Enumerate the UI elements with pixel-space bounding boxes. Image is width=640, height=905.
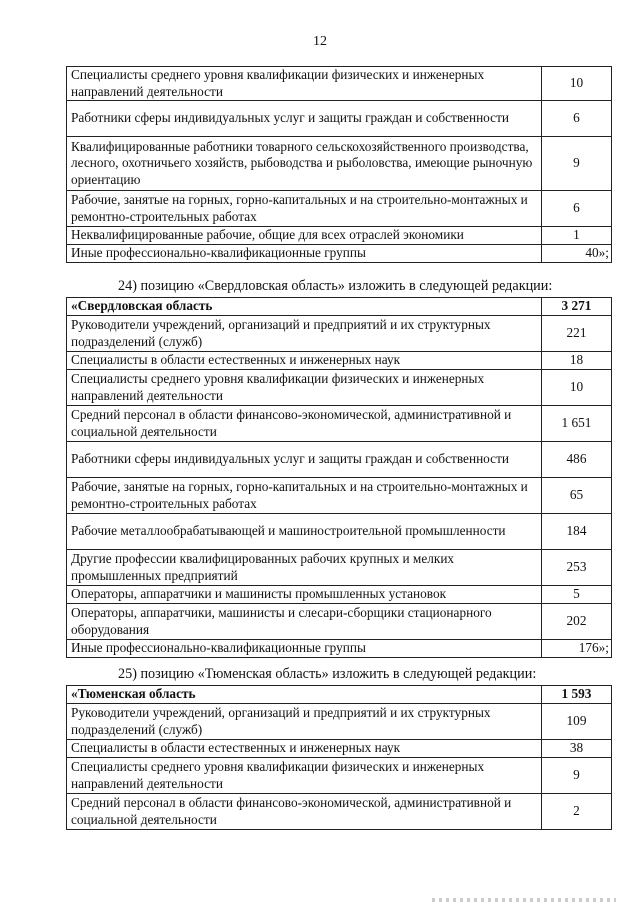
paragraph-25: 25) позицию «Тюменская область» изложить в следующей редакции: <box>118 666 537 682</box>
scan-artifact <box>432 898 616 902</box>
table-header-row <box>67 686 612 704</box>
row-value: 18 <box>542 352 612 370</box>
row-value: 253 <box>542 550 612 586</box>
page-number: 12 <box>313 34 327 49</box>
row-label: Специалисты среднего уровня квалификации физических и инженерных направлений деятельности <box>67 67 542 101</box>
table-row <box>67 137 612 191</box>
row-value: 38 <box>542 740 612 758</box>
table-row <box>67 442 612 478</box>
row-label: Средний персонал в области финансово-экономической, административной и социальной деятельности <box>67 794 542 830</box>
row-value: 109 <box>542 704 612 740</box>
table-body <box>67 686 612 830</box>
table-body <box>67 67 612 263</box>
paragraph-24: 24) позицию «Свердловская область» изложить в следующей редакции: <box>118 278 553 294</box>
row-value: 6 <box>542 101 612 137</box>
row-value: 184 <box>542 514 612 550</box>
row-value: 486 <box>542 442 612 478</box>
table-row <box>67 352 612 370</box>
row-value: 65 <box>542 478 612 514</box>
table-body <box>67 298 612 658</box>
row-label: Работники сферы индивидуальных услуг и защиты граждан и собственности <box>67 101 542 137</box>
table-row <box>67 640 612 658</box>
table-row <box>67 227 612 245</box>
row-label: Иные профессионально-квалификационные группы <box>67 640 542 658</box>
region-name: «Свердловская область <box>67 298 542 316</box>
table-row <box>67 514 612 550</box>
row-label: Средний персонал в области финансово-экономической, административной и социальной деятельности <box>67 406 542 442</box>
table-row <box>67 370 612 406</box>
table-row <box>67 586 612 604</box>
region-name: «Тюменская область <box>67 686 542 704</box>
table-row <box>67 191 612 227</box>
region-total: 3 271 <box>542 298 612 316</box>
row-label: Операторы, аппаратчики, машинисты и слесари-сборщики стационарного оборудования <box>67 604 542 640</box>
table-row <box>67 794 612 830</box>
row-label: Операторы, аппаратчики и машинисты промышленных установок <box>67 586 542 604</box>
row-value: 9 <box>542 758 612 794</box>
row-label: Специалисты в области естественных и инженерных наук <box>67 352 542 370</box>
row-value: 1 <box>542 227 612 245</box>
row-value: 176»; <box>542 640 612 658</box>
row-label: Руководители учреждений, организаций и предприятий и их структурных подразделений (служб) <box>67 316 542 352</box>
row-value: 2 <box>542 794 612 830</box>
row-label: Рабочие металлообрабатывающей и машиностроительной промышленности <box>67 514 542 550</box>
table-sverdlovsk <box>66 297 612 658</box>
row-value: 10 <box>542 67 612 101</box>
row-value: 9 <box>542 137 612 191</box>
row-value: 10 <box>542 370 612 406</box>
row-label: Рабочие, занятые на горных, горно-капитальных и на строительно-монтажных и ремонтно-строительных работах <box>67 478 542 514</box>
row-label: Специалисты среднего уровня квалификации физических и инженерных направлений деятельности <box>67 370 542 406</box>
table-row <box>67 478 612 514</box>
row-label: Неквалифицированные рабочие, общие для всех отраслей экономики <box>67 227 542 245</box>
table-row <box>67 406 612 442</box>
table-continued <box>66 66 612 263</box>
table-row <box>67 550 612 586</box>
table-row <box>67 101 612 137</box>
row-label: Квалифицированные работники товарного сельскохозяйственного производства, лесного, охотничьего хозяйств, рыбоводства и рыболовства, имеющие рыночную ориентацию <box>67 137 542 191</box>
table-row <box>67 704 612 740</box>
table-row <box>67 316 612 352</box>
row-value: 202 <box>542 604 612 640</box>
table-header-row <box>67 298 612 316</box>
table-row <box>67 740 612 758</box>
row-value: 5 <box>542 586 612 604</box>
row-label: Специалисты в области естественных и инженерных наук <box>67 740 542 758</box>
row-value: 40»; <box>542 245 612 263</box>
row-label: Рабочие, занятые на горных, горно-капитальных и на строительно-монтажных и ремонтно-строительных работах <box>67 191 542 227</box>
table-row <box>67 67 612 101</box>
row-value: 1 651 <box>542 406 612 442</box>
row-label: Другие профессии квалифицированных рабочих крупных и мелких промышленных предприятий <box>67 550 542 586</box>
table-row <box>67 604 612 640</box>
row-label: Специалисты среднего уровня квалификации физических и инженерных направлений деятельности <box>67 758 542 794</box>
row-label: Руководители учреждений, организаций и предприятий и их структурных подразделений (служб) <box>67 704 542 740</box>
row-value: 221 <box>542 316 612 352</box>
table-row <box>67 758 612 794</box>
row-value: 6 <box>542 191 612 227</box>
table-tyumen <box>66 685 612 830</box>
row-label: Иные профессионально-квалификационные группы <box>67 245 542 263</box>
table-row <box>67 245 612 263</box>
region-total: 1 593 <box>542 686 612 704</box>
row-label: Работники сферы индивидуальных услуг и защиты граждан и собственности <box>67 442 542 478</box>
